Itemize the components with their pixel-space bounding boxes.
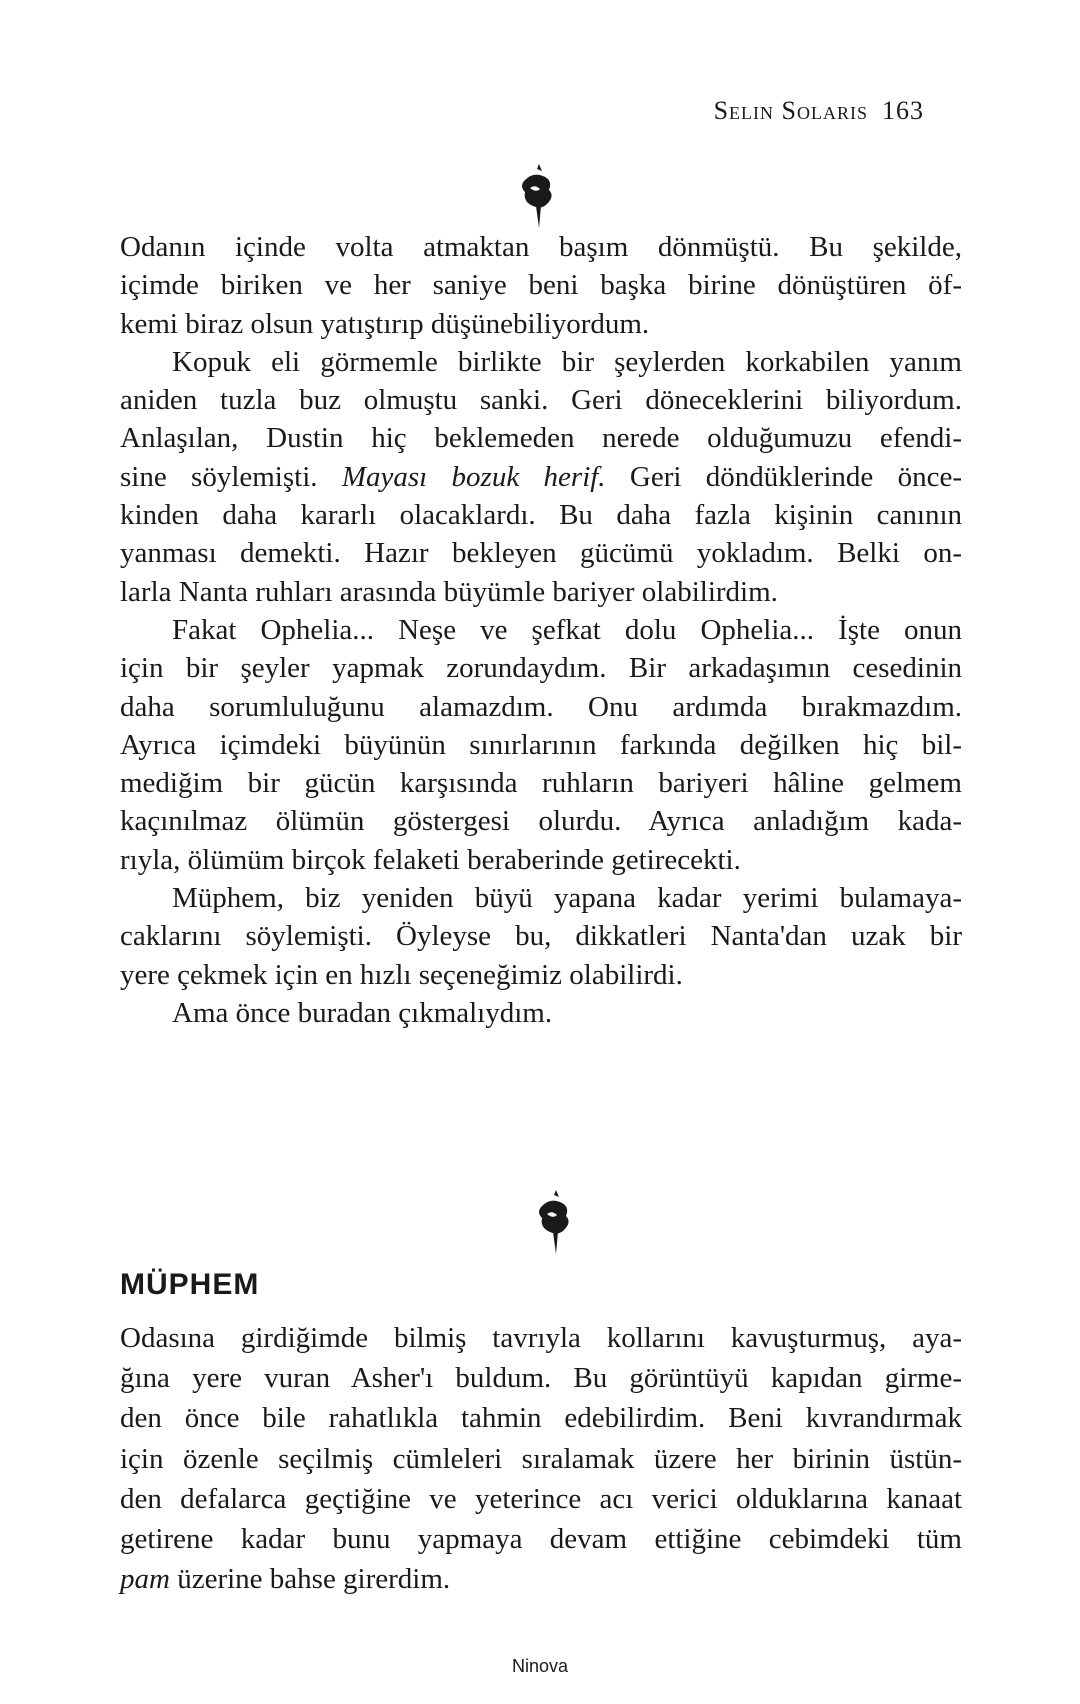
text-line: larla Nanta ruhları arasında büyümle bariyer olabilirdim. <box>120 575 778 608</box>
text-line: içimde biriken ve her saniye beni başka birine dönüştüren öf- <box>120 269 962 302</box>
chapter-text-section-1 <box>120 228 962 1032</box>
text-line: Kopuk eli görmemle birlikte bir şeylerden korkabilen yanım <box>172 345 962 378</box>
section-heading: MÜPHEM <box>120 1268 260 1301</box>
text-line: Ayrıca içimdeki büyünün sınırlarının farkında değilken hiç bil- <box>120 728 962 761</box>
text-line: için özenle seçilmiş cümleleri sıralamak üzere her birinin üstün- <box>120 1442 962 1475</box>
chapter-text-section-2 <box>120 1318 962 1599</box>
text-segment: Geri döndüklerinde önce- <box>629 460 962 493</box>
text-line: Fakat Ophelia... Neşe ve şefkat dolu Ophelia... İşte onun <box>172 613 962 646</box>
divider-ornament-icon <box>515 162 559 232</box>
text-line: kemi biraz olsun yatıştırıp düşünebiliyordum. <box>120 307 650 340</box>
text-line: Ama önce buradan çıkmalıydım. <box>172 996 553 1029</box>
italic-phrase: Mayası bozuk herif. <box>341 460 606 493</box>
text-segment: sine söylemişti. <box>120 460 318 493</box>
page-number: 163 <box>882 96 924 125</box>
text-line: caklarını söylemişti. Öyleyse bu, dikkatleri Nanta'dan uzak bir <box>120 920 962 953</box>
text-line: Anlaşılan, Dustin hiç beklemeden nerede olduğumuzu efendi- <box>120 422 962 455</box>
text-line: kinden daha kararlı olacaklardı. Bu daha fazla kişinin canının <box>120 499 962 532</box>
text-line: Müphem, biz yeniden büyü yapana kadar yerimi bulamaya- <box>172 882 962 915</box>
text-line: ğına yere vuran Asher'ı buldum. Bu görüntüyü kapıdan girme- <box>120 1362 962 1395</box>
text-line: getirene kadar bunu yapmaya devam ettiğine cebimdeki tüm <box>120 1522 962 1555</box>
text-line: kaçınılmaz ölümün göstergesi olurdu. Ayrıca anladığım kada- <box>120 805 962 838</box>
divider-ornament-icon <box>532 1188 576 1258</box>
italic-word: pam <box>120 1563 170 1596</box>
running-title: Selin Solaris <box>713 96 868 125</box>
text-line: Odasına girdiğimde bilmiş tavrıyla kollarını kavuşturmuş, aya- <box>120 1322 962 1354</box>
running-head <box>714 96 924 126</box>
text-line: rıyla, ölümüm birçok felaketi beraberinde getirecekti. <box>120 843 741 876</box>
text-line-mixed <box>120 458 962 496</box>
text-line-mixed <box>120 1559 962 1599</box>
publisher-footer: Ninova <box>511 1656 569 1676</box>
text-line: mediğim bir gücün karşısında ruhların bariyeri hâline gelmem <box>120 767 962 800</box>
text-line: yere çekmek için en hızlı seçeneğimiz olabilirdi. <box>120 958 683 991</box>
text-line: için bir şeyler yapmak zorundaydım. Bir arkadaşımın cesedinin <box>120 652 962 685</box>
text-line: daha sorumluluğunu alamazdım. Onu ardımda bırakmazdım. <box>120 690 962 723</box>
text-segment: üzerine bahse girerdim. <box>177 1563 451 1596</box>
text-line: den önce bile rahatlıkla tahmin edebilirdim. Beni kıvrandırmak <box>120 1402 962 1435</box>
text-line: aniden tuzla buz olmuştu sanki. Geri döneceklerini biliyordum. <box>120 384 962 417</box>
text-line: Odanın içinde volta atmaktan başım dönmüştü. Bu şekilde, <box>120 231 962 263</box>
text-line: yanması demekti. Hazır bekleyen gücümü yokladım. Belki on- <box>120 537 962 570</box>
text-line: den defalarca geçtiğine ve yeterince acı verici olduklarına kanaat <box>120 1482 962 1515</box>
